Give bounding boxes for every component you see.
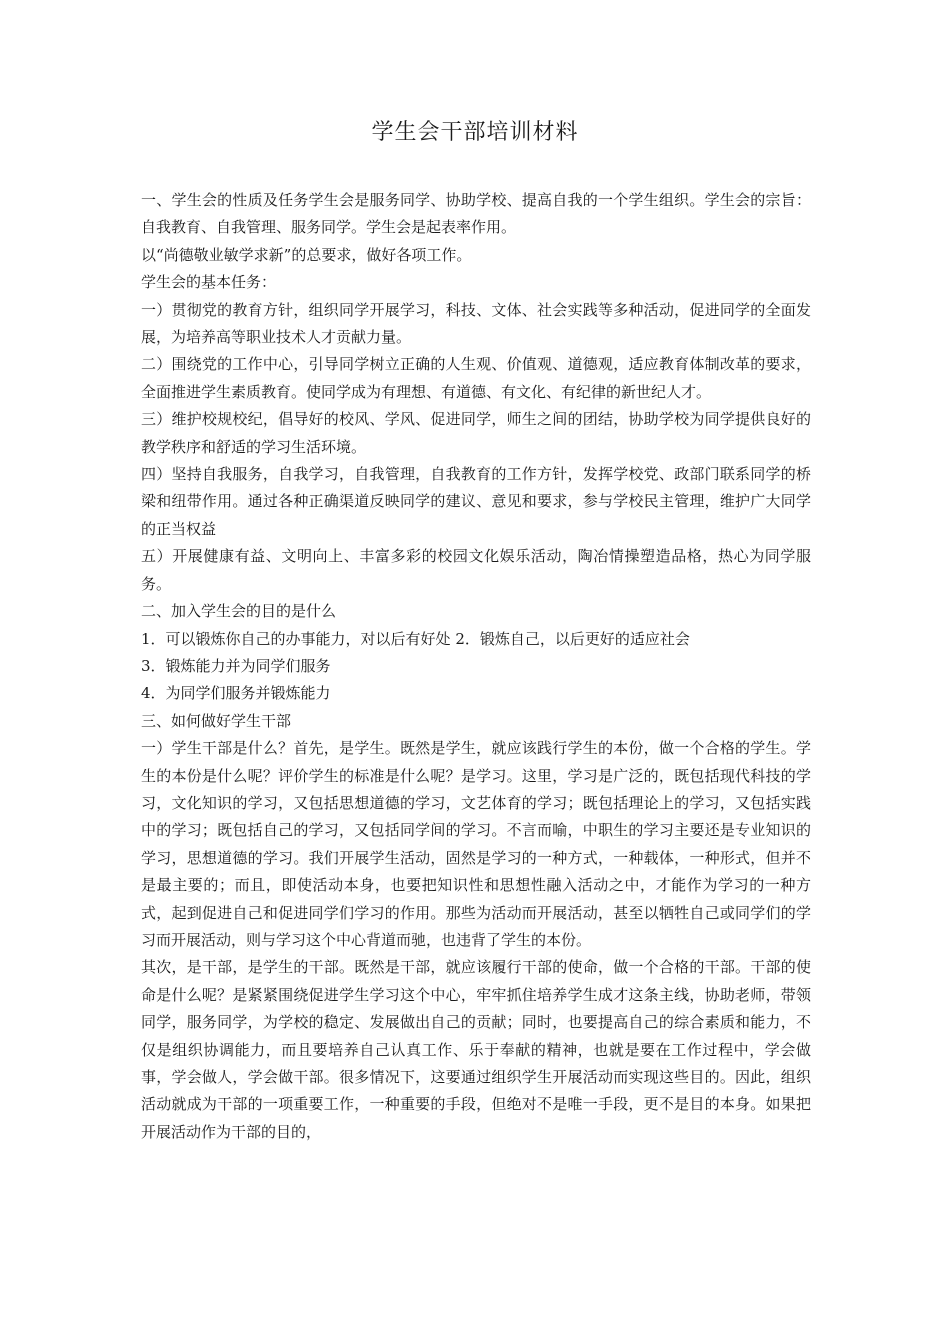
- paragraph-task-1: 一）贯彻党的教育方针，组织同学开展学习，科技、文体、社会实践等多种活动，促进同学的全面发展，为培养高等职业技术人才贡献力量。: [141, 300, 811, 347]
- paragraph-second-cadre: 其次，是干部，是学生的干部。既然是干部，就应该履行干部的使命，做一个合格的干部。干部的使命是什么呢？是紧紧围绕促进学生学习这个中心，牢牢抓住培养学生成才这条主线，协助老师，带领同学，服务同学，为学校的稳定、发展做出自己的贡献；同时，也要提高自己的综合素质和能力，不仅是组织协调能力，而且要培养自己认真工作、乐于奉献的精神，也就是要在工作过程中，学会做事，学会做人，学会做干部。很多情况下，这要通过组织学生开展活动而实现这些目的。因此，组织活动就成为干部的一项重要工作，一种重要的手段，但绝对不是唯一手段，更不是目的本身。如果把开展活动作为干部的目的，: [141, 958, 811, 1141]
- paragraph-task-5: 五）开展健康有益、文明向上、丰富多彩的校园文化娱乐活动，陶冶情操塑造品格，热心为同学服务。: [141, 547, 811, 593]
- paragraph-section-1-intro: 一、学生会的性质及任务学生会是服务同学、协助学校、提高自我的一个学生组织。学生会的宗旨：自我教育、自我管理、服务同学。学生会是起表率作用。: [141, 191, 811, 237]
- document-title: 学生会干部培训材料: [371, 120, 579, 145]
- list-item-purpose-3: 3．锻炼能力并为同学们服务: [141, 656, 331, 675]
- heading-section-2: 二、加入学生会的目的是什么: [141, 602, 337, 621]
- list-item-purpose-1-2: 1．可以锻炼你自己的办事能力，对以后有好处 2．锻炼自己，以后更好的适应社会: [141, 629, 690, 648]
- paragraph-task-3: 三）维护校规校纪，倡导好的校风、学风、促进同学，师生之间的团结，协助学校为同学提供良好的教学秩序和舒适的学习生活环境。: [141, 410, 811, 456]
- paragraph-basic-tasks-heading: 学生会的基本任务：: [141, 273, 277, 292]
- paragraph-what-is-cadre: 一）学生干部是什么？首先，是学生。既然是学生，就应该践行学生的本份，做一个合格的学生。学生的本份是什么呢？评价学生的标准是什么呢？是学习。这里，学习是广泛的，既包括现代科技的学习，文化知识的学习，又包括思想道德的学习，文艺体育的学习；既包括理论上的学习，又包括实践中的学习；既包括自己的学习，又包括同学间的学习。不言而喻，中职生的学习主要还是专业知识的学习，思想道德的学习。我们开展学生活动，固然是学习的一种方式，一种载体，一种形式，但并不是最主要的；而且，即使活动本身，也要把知识性和思想性融入活动之中，才能作为学习的一种方式，起到促进自己和促进同学们学习的作用。那些为活动而开展活动，甚至以牺牲自己或同学们的学习而开展活动，则与学习这个中心背道而驰，也违背了学生的本份。: [141, 739, 811, 949]
- list-item-purpose-4: 4．为同学们服务并锻炼能力: [141, 684, 331, 703]
- document-body: [141, 187, 811, 1146]
- paragraph-task-4: 四）坚持自我服务，自我学习，自我管理，自我教育的工作方针，发挥学校党、政部门联系同学的桥梁和纽带作用。通过各种正确渠道反映同学的建议、意见和要求，参与学校民主管理，维护广大同学的正当权益: [141, 465, 811, 538]
- paragraph-motto: 以“尚德敬业敏学求新”的总要求，做好各项工作。: [141, 245, 472, 264]
- heading-section-3: 三、如何做好学生干部: [141, 711, 292, 730]
- paragraph-task-2: 二）围绕党的工作中心，引导同学树立正确的人生观、价值观、道德观，适应教育体制改革的要求，全面推进学生素质教育。使同学成为有理想、有道德、有文化、有纪律的新世纪人才。: [141, 355, 811, 401]
